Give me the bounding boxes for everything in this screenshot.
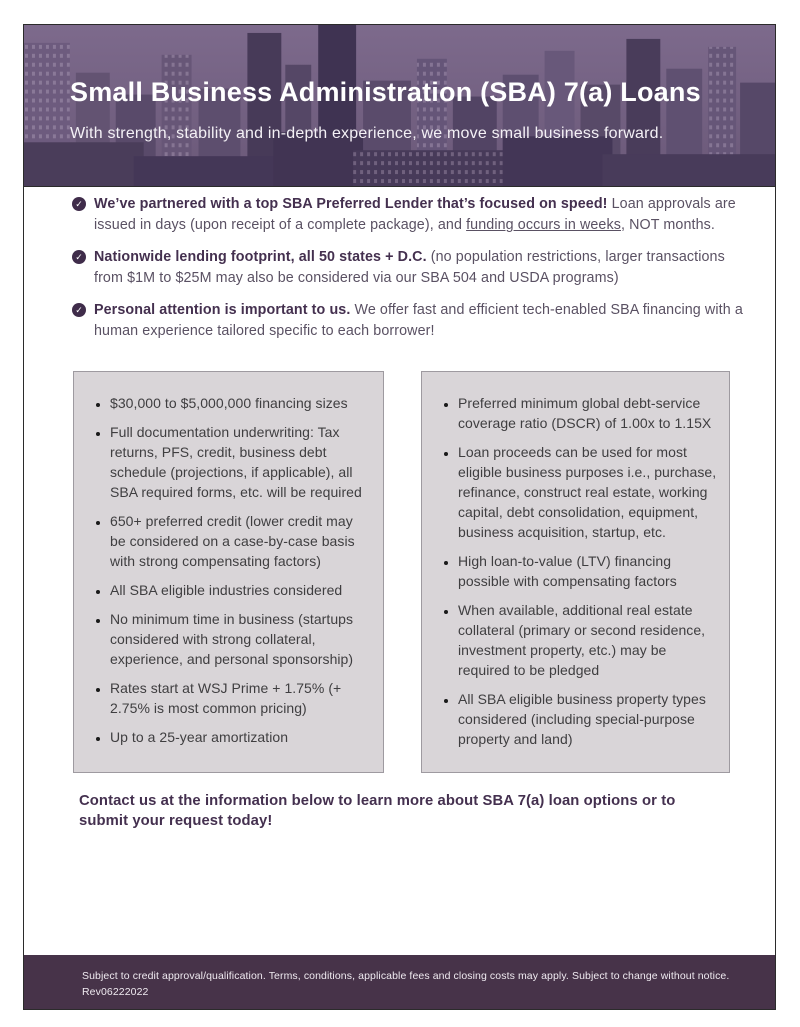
highlight-segment-regular: Loan approvals are issued in days (upon receipt of a complete package), and	[94, 196, 736, 233]
check-circle-icon: ✓	[72, 303, 86, 317]
list-item: • High loan-to-value (LTV) financing possible with compensating factors	[458, 551, 717, 591]
highlight-text	[94, 194, 748, 236]
highlight-segment-regular: , NOT months.	[620, 217, 715, 233]
highlight-text	[94, 247, 748, 289]
highlight-segment-regular: (no population restrictions, larger transactions from $1M to $25M may also be considered via our SBA 504 and USDA programs)	[94, 249, 725, 286]
list-item: • No minimum time in business (startups considered with strong collateral, experience, and personal sponsorship)	[110, 609, 371, 669]
highlight-item	[72, 194, 748, 236]
contact-callout: Contact us at the information below to learn more about SBA 7(a) loan options or to submit your request today!	[79, 793, 676, 829]
footer-disclaimer: Subject to credit approval/qualification. Terms, conditions, applicable fees and closing costs may apply. Subject to change without notice.	[82, 970, 730, 982]
loan-terms-box	[73, 371, 384, 773]
list-item: • $30,000 to $5,000,000 financing sizes	[110, 393, 371, 413]
list-item: • 650+ preferred credit (lower credit may be considered on a case-by-case basis with strong compensating factors)	[110, 511, 371, 571]
highlight-item	[72, 247, 748, 289]
loan-uses-box	[421, 371, 730, 773]
page-title: Small Business Administration (SBA) 7(a) Loans	[70, 77, 701, 107]
header-text	[70, 77, 755, 143]
detail-boxes	[73, 371, 730, 773]
flyer-page	[23, 24, 776, 1010]
highlight-segment-bold: Nationwide lending footprint, all 50 states + D.C.	[94, 249, 427, 265]
header-banner	[24, 25, 775, 187]
list-item: • All SBA eligible industries considered	[110, 580, 371, 600]
highlights-section	[72, 194, 748, 353]
list-item: • When available, additional real estate collateral (primary or second residence, investment property, etc.) may be required to be pledged	[458, 600, 717, 680]
page-subtitle: With strength, stability and in-depth experience, we move small business forward.	[70, 125, 664, 142]
check-circle-icon: ✓	[72, 250, 86, 264]
list-item: • Full documentation underwriting: Tax returns, PFS, credit, business debt schedule (projections, if applicable), all SBA required forms, etc. will be required	[110, 422, 371, 502]
check-circle-icon: ✓	[72, 197, 86, 211]
loan-terms-list	[74, 372, 383, 770]
highlight-segment-bold: We’ve partnered with a top SBA Preferred Lender that’s focused on speed!	[94, 196, 608, 212]
list-item: • Up to a 25-year amortization	[110, 727, 371, 747]
list-item: • All SBA eligible business property types considered (including special-purpose property and land)	[458, 689, 717, 749]
highlight-segment-underline: funding occurs in weeks	[466, 217, 621, 233]
highlight-text	[94, 300, 748, 342]
list-item: • Loan proceeds can be used for most eligible business purposes i.e., purchase, refinance, construct real estate, working capital, debt consolidation, equipment, business acquisition, startup, etc.	[458, 442, 717, 542]
highlight-segment-regular: We offer fast and efficient tech-enabled SBA financing with a human experience tailored specific to each borrower!	[94, 302, 743, 339]
list-item: • Preferred minimum global debt-service coverage ratio (DSCR) of 1.00x to 1.15X	[458, 393, 717, 433]
highlight-segment-bold: Personal attention is important to us.	[94, 302, 351, 318]
list-item: • Rates start at WSJ Prime + 1.75% (+ 2.75% is most common pricing)	[110, 678, 371, 718]
highlight-item	[72, 300, 748, 342]
footer-bar	[24, 955, 775, 1009]
loan-uses-list	[422, 372, 729, 772]
footer-revision: Rev06222022	[82, 986, 149, 998]
